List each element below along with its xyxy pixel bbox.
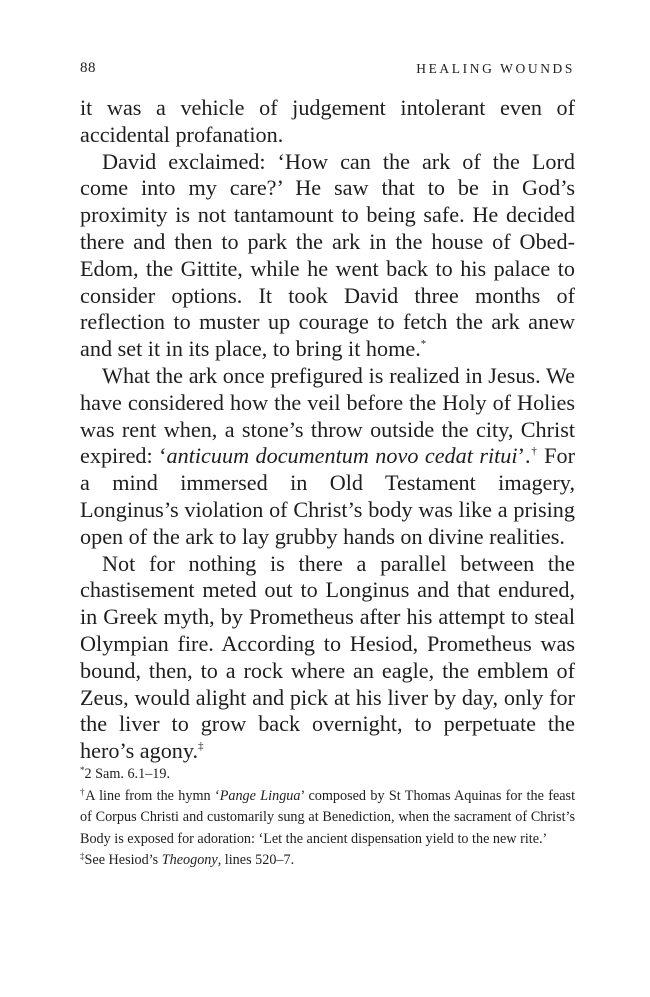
footnote-2-text-b: ’ composed by St Thomas Aquinas for the feast of Corpus Christi and customarily sung at Benediction, when the sacrament of Christ’s Body is exposed for adoration: ‘Let the ancient dispensation yield to the new rite.’ xyxy=(80,787,576,847)
paragraph-4-text: Not for nothing is there a parallel between the chastisement meted out to Longinus and that endured, in Greek myth, by Prometheus after his attempt to steal Olympian fire. According to Hesiod, Prometheus was bound, then, to a rock where an eagle, the emblem of Zeus, would alight and pick at his liver by day, only for the liver to grow back overnight, to perpetuate the hero’s agony. xyxy=(80,550,575,764)
running-title: HEALING WOUNDS xyxy=(416,61,575,76)
paragraph-1: it was a vehicle of judgement intolerant even of accidental profanation. xyxy=(80,95,575,147)
footnote-3-mark: ‡ xyxy=(80,851,85,861)
hymn-title: Pange Lingua xyxy=(219,787,301,804)
page-number: 88 xyxy=(80,60,96,76)
footnote-2 xyxy=(80,786,575,851)
footnote-ref-2: † xyxy=(530,445,538,458)
footnote-ref-3: ‡ xyxy=(198,740,204,753)
footnote-1-mark: * xyxy=(80,765,85,775)
body-text xyxy=(80,95,575,765)
paragraph-4 xyxy=(80,551,575,765)
footnote-1-text: 2 Sam. 6.1–19. xyxy=(84,766,171,782)
footnote-3-text-a: See Hesiod’s xyxy=(84,852,162,868)
footnotes xyxy=(80,764,575,872)
paragraph-2 xyxy=(80,149,575,363)
footnote-1 xyxy=(80,764,575,786)
paragraph-3-text-a: What the ark once prefigured is realized in Jesus. We have considered how the veil before the Holy of Holies was rent when, a stone’s throw outside the city, Christ expired: ‘ xyxy=(80,362,575,469)
latin-quote: anticuum documentum novo cedat ritui xyxy=(166,443,518,469)
paragraph-3-text-c: For a mind immersed in Old Testament imagery, Longinus’s violation of Christ’s body was like a prising open of the ark to lay grubby hands on divine realities. xyxy=(80,443,575,549)
footnote-2-mark: † xyxy=(80,786,86,797)
paragraph-3-text-b: ’. xyxy=(517,443,531,469)
footnote-3 xyxy=(80,850,575,872)
footnote-ref-1: * xyxy=(420,338,427,351)
footnote-3-text-b: , lines 520–7. xyxy=(217,852,295,868)
work-title: Theogony xyxy=(161,852,218,868)
paragraph-2-text: David exclaimed: ‘How can the ark of the Lord come into my care?’ He saw that to be in God’s proximity is not tantamount to being safe. He decided there and then to park the ark in the house of Obed-Edom, the Gittite, while he went back to his palace to consider options. It took David three months of reflection to muster up courage to fetch the ark anew and set it in its place, to bring it home. xyxy=(80,148,575,362)
paragraph-3 xyxy=(80,363,575,551)
footnote-2-text-a: A line from the hymn ‘ xyxy=(85,787,220,804)
